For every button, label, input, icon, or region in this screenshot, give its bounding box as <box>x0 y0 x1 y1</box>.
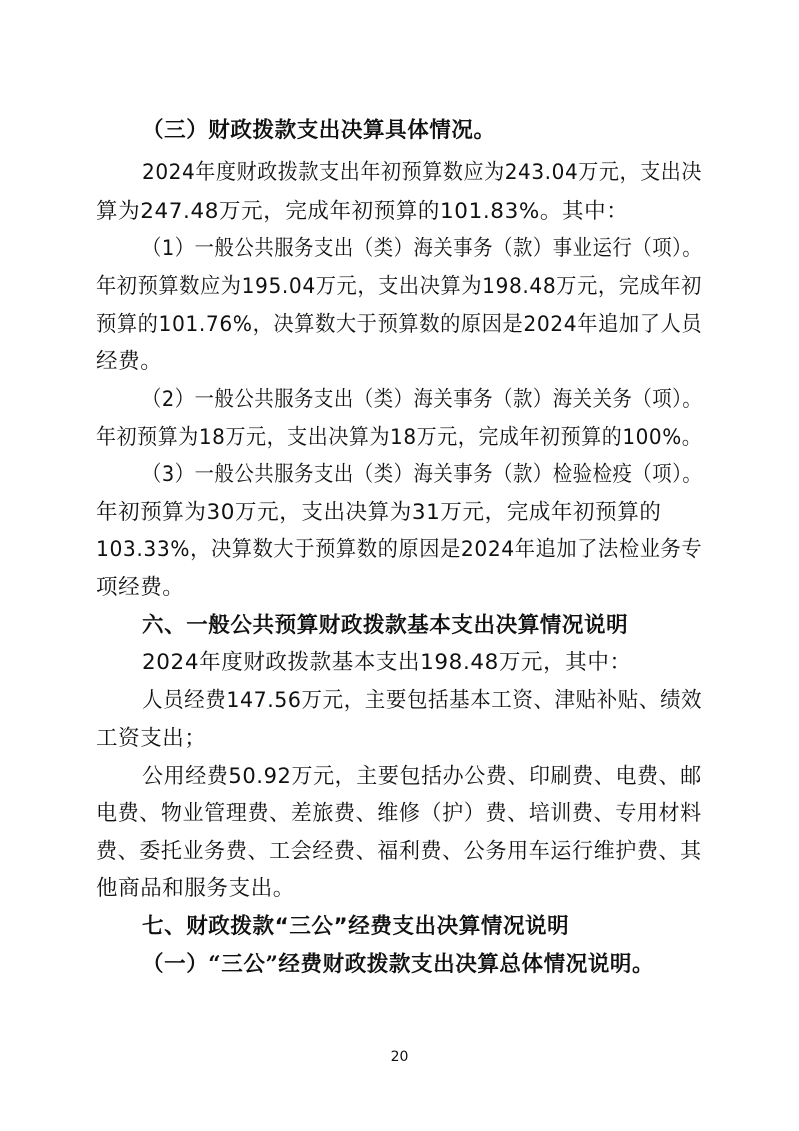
paragraph-line: 算为247.48万元，完成年初预算的101.83%。其中： <box>96 199 629 224</box>
paragraph-line: 年初预算为30万元，支出决算为31万元，完成年初预算的 <box>96 500 662 525</box>
page-number: 20 <box>390 1049 409 1065</box>
paragraph-line: 电费、物业管理费、差旅费、维修（护）费、培训费、专用材料 <box>96 801 702 826</box>
paragraph-line: （3）一般公共服务支出（类）海关事务（款）检验检疫（项）。 <box>142 462 703 487</box>
paragraph-line: 公用经费50.92万元，主要包括办公费、印刷费、电费、邮 <box>142 764 702 789</box>
subsection-heading-3: （三）财政拨款支出决算具体情况。 <box>142 118 496 143</box>
section-heading-6: 六、一般公共预算财政拨款基本支出决算情况说明 <box>142 613 629 638</box>
paragraph-line: 预算的101.76%，决算数大于预算数的原因是2024年追加了人员 <box>96 312 703 337</box>
paragraph-line: 103.33%，决算数大于预算数的原因是2024年追加了法检业务专 <box>96 537 703 562</box>
paragraph-line: 2024年度财政拨款支出年初预算数应为243.04万元，支出决 <box>142 160 703 185</box>
paragraph-line: 年初预算数应为195.04万元，支出决算为198.48万元，完成年初 <box>96 274 702 299</box>
paragraph-line: 工资支出； <box>96 726 207 751</box>
paragraph-line: 项经费。 <box>96 575 185 600</box>
section-heading-7: 七、财政拨款“三公”经费支出决算情况说明 <box>142 914 570 939</box>
subsection-heading-7-1: （一）“三公”经费财政拨款支出决算总体情况说明。 <box>142 952 655 977</box>
paragraph-line: （1）一般公共服务支出（类）海关事务（款）事业运行（项）。 <box>142 236 703 261</box>
paragraph-line: （2）一般公共服务支出（类）海关事务（款）海关关务（项）。 <box>142 387 703 412</box>
paragraph-line: 经费。 <box>96 349 163 374</box>
paragraph-line: 费、委托业务费、工会经费、福利费、公务用车运行维护费、其 <box>96 839 702 864</box>
paragraph-line: 年初预算为18万元，支出决算为18万元，完成年初预算的100%。 <box>96 425 703 450</box>
paragraph-line: 人员经费147.56万元，主要包括基本工资、津贴补贴、绩效 <box>142 688 703 713</box>
paragraph-line: 2024年度财政拨款基本支出198.48万元，其中： <box>142 650 632 675</box>
paragraph-line: 他商品和服务支出。 <box>96 876 295 901</box>
